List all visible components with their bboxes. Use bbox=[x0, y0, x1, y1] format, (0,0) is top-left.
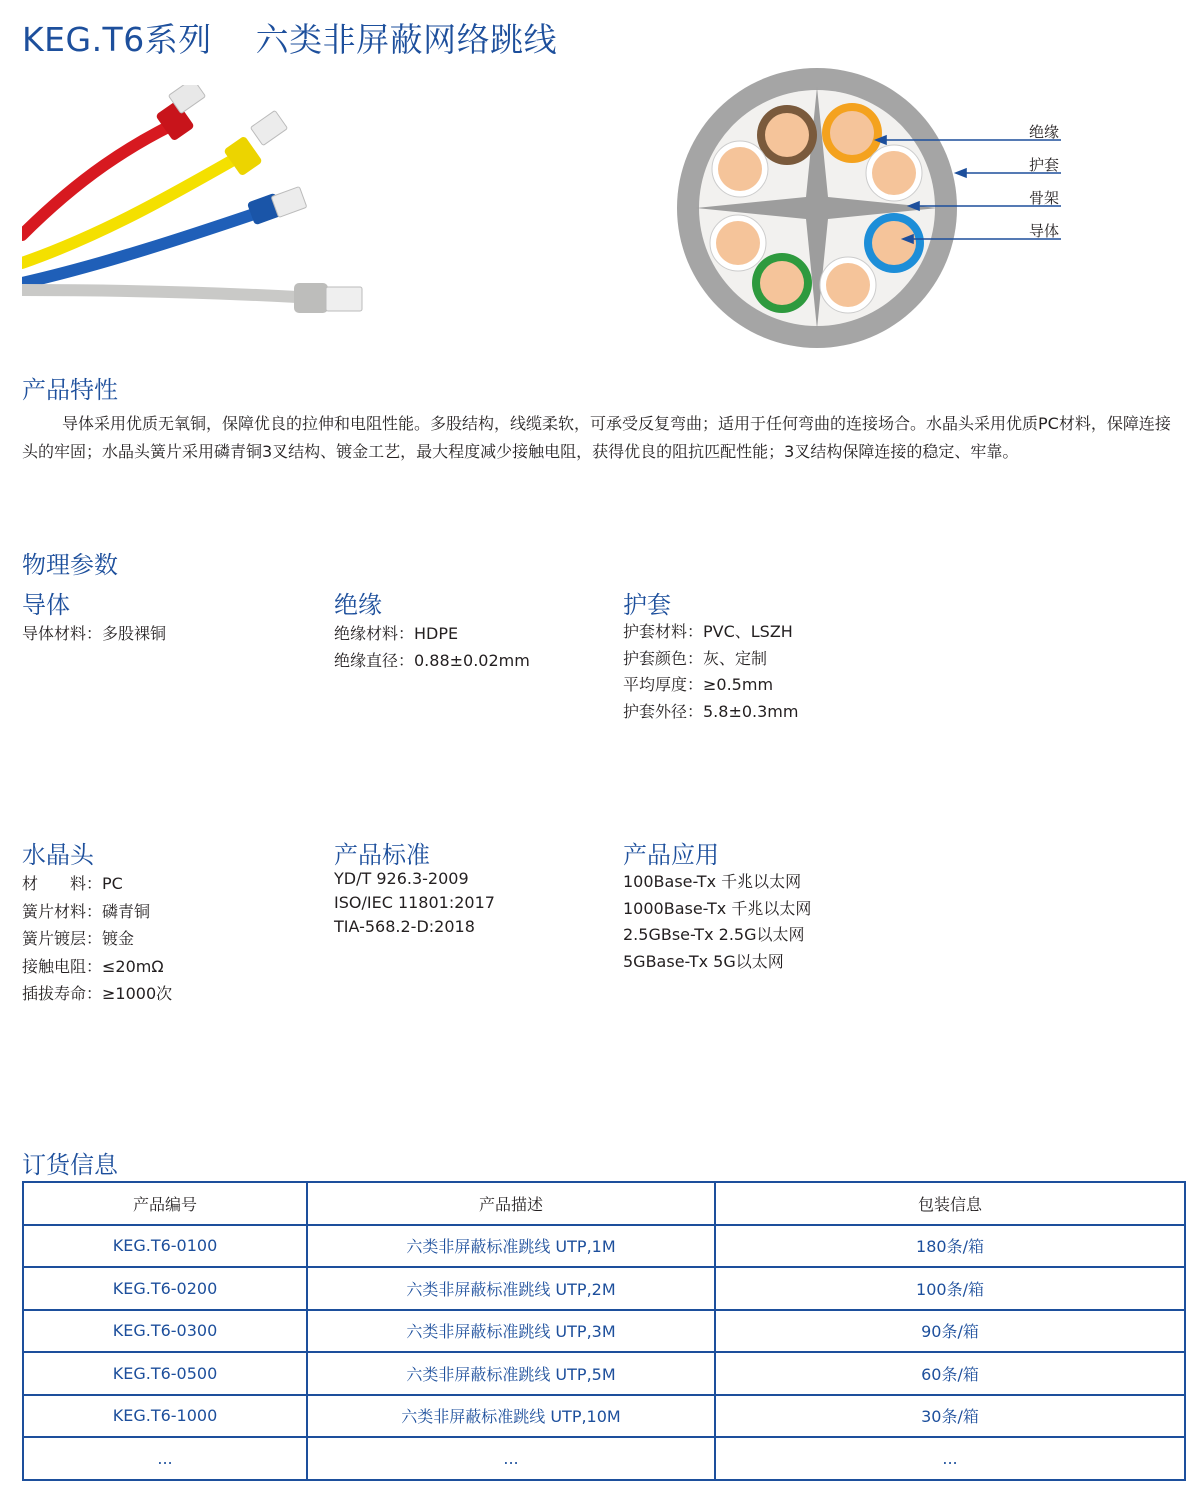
spec-line: ISO/IEC 11801:2017 bbox=[334, 893, 495, 912]
packing-info: 30条/箱 bbox=[715, 1395, 1185, 1438]
applications-title: 产品应用 bbox=[623, 841, 719, 869]
spec-line: 5GBase-Tx 5G以太网 bbox=[623, 951, 784, 971]
table-row bbox=[23, 1225, 1185, 1268]
spec-line: 护套外径：5.8±0.3mm bbox=[623, 701, 799, 721]
table-row bbox=[23, 1310, 1185, 1353]
spec-line: 导体材料：多股裸铜 bbox=[22, 624, 167, 643]
spec-line: 材 料：PC bbox=[22, 874, 123, 893]
standards-title: 产品标准 bbox=[334, 841, 430, 869]
table-row bbox=[23, 1437, 1185, 1480]
callout-insulation: 绝缘 bbox=[1029, 123, 1060, 141]
spec-line: 2.5GBse-Tx 2.5G以太网 bbox=[623, 925, 805, 944]
insulation-title: 绝缘 bbox=[334, 591, 382, 619]
spec-line: 绝缘直径：0.88±0.02mm bbox=[334, 650, 530, 670]
column-header: 产品编号 bbox=[23, 1182, 307, 1225]
product-description: ... bbox=[307, 1437, 715, 1480]
spec-line: 绝缘材料：HDPE bbox=[334, 624, 459, 643]
callout-filler: 骨架 bbox=[1029, 189, 1060, 207]
physical-heading: 物理参数 bbox=[22, 551, 118, 579]
spec-line: YD/T 926.3-2009 bbox=[334, 869, 469, 888]
table-row bbox=[23, 1267, 1185, 1310]
plug-specs bbox=[22, 870, 172, 1008]
packing-info: 180条/箱 bbox=[715, 1225, 1185, 1268]
callout-jacket: 护套 bbox=[1029, 156, 1060, 174]
spec-line: 100Base-Tx 千兆以太网 bbox=[623, 872, 802, 891]
features-heading: 产品特性 bbox=[22, 376, 118, 404]
callout-conductor: 导体 bbox=[1029, 222, 1060, 240]
applications-specs bbox=[623, 869, 811, 975]
column-header: 产品描述 bbox=[307, 1182, 715, 1225]
column-header: 包装信息 bbox=[715, 1182, 1185, 1225]
jacket-specs bbox=[623, 619, 798, 725]
packing-info: 60条/箱 bbox=[715, 1352, 1185, 1395]
product-code: KEG.T6-0300 bbox=[23, 1310, 307, 1353]
spec-line: 1000Base-Tx 千兆以太网 bbox=[623, 898, 812, 918]
packing-info: 90条/箱 bbox=[715, 1310, 1185, 1353]
product-code: KEG.T6-0100 bbox=[23, 1225, 307, 1268]
product-code: KEG.T6-0500 bbox=[23, 1352, 307, 1395]
spec-line: 簧片镀层：镀金 bbox=[22, 929, 135, 948]
spec-line: 簧片材料：磷青铜 bbox=[22, 901, 151, 921]
conductor-title: 导体 bbox=[22, 591, 70, 619]
product-description: 六类非屏蔽标准跳线 UTP,2M bbox=[307, 1267, 715, 1310]
product-code: KEG.T6-0200 bbox=[23, 1267, 307, 1310]
product-code: KEG.T6-1000 bbox=[23, 1395, 307, 1438]
conductor-specs bbox=[22, 621, 166, 648]
cable-cross-section-diagram bbox=[676, 67, 1076, 349]
packing-info: 100条/箱 bbox=[715, 1267, 1185, 1310]
table-row bbox=[23, 1352, 1185, 1395]
patch-cable-photo bbox=[22, 85, 372, 340]
insulation-specs bbox=[334, 621, 530, 674]
table-row bbox=[23, 1395, 1185, 1438]
spec-line: TIA-568.2-D:2018 bbox=[334, 917, 475, 936]
packing-info: ... bbox=[715, 1437, 1185, 1480]
spec-line: 插拔寿命：≥1000次 bbox=[22, 984, 173, 1003]
standards-specs bbox=[334, 867, 495, 939]
page-title: KEG.T6系列 六类非屏蔽网络跳线 bbox=[22, 20, 558, 59]
ordering-table bbox=[22, 1181, 1186, 1481]
features-text: 导体采用优质无氧铜，保障优良的拉伸和电阻性能。多股结构，线缆柔软，可承受反复弯曲；适用于任何弯曲的连接场合。水晶头采用优质PC材料，保障连接头的牢固；水晶头簧片采用磷青铜3叉结构、镀金工艺，最大程度减少接触电阻，获得优良的阻抗匹配性能；3叉结构保障连接的稳定、牢靠。 bbox=[22, 414, 1171, 461]
spec-line: 接触电阻：≤20mΩ bbox=[22, 956, 164, 976]
table-header-row bbox=[23, 1182, 1185, 1225]
plug-title: 水晶头 bbox=[22, 841, 94, 869]
product-code: ... bbox=[23, 1437, 307, 1480]
product-description: 六类非屏蔽标准跳线 UTP,5M bbox=[307, 1352, 715, 1395]
product-description: 六类非屏蔽标准跳线 UTP,3M bbox=[307, 1310, 715, 1353]
spec-line: 护套材料：PVC、LSZH bbox=[623, 622, 793, 641]
product-description: 六类非屏蔽标准跳线 UTP,10M bbox=[307, 1395, 715, 1438]
product-description: 六类非屏蔽标准跳线 UTP,1M bbox=[307, 1225, 715, 1268]
spec-line: 平均厚度：≥0.5mm bbox=[623, 675, 774, 694]
jacket-title: 护套 bbox=[623, 591, 671, 619]
ordering-heading: 订货信息 bbox=[22, 1151, 118, 1179]
spec-line: 护套颜色：灰、定制 bbox=[623, 648, 768, 668]
